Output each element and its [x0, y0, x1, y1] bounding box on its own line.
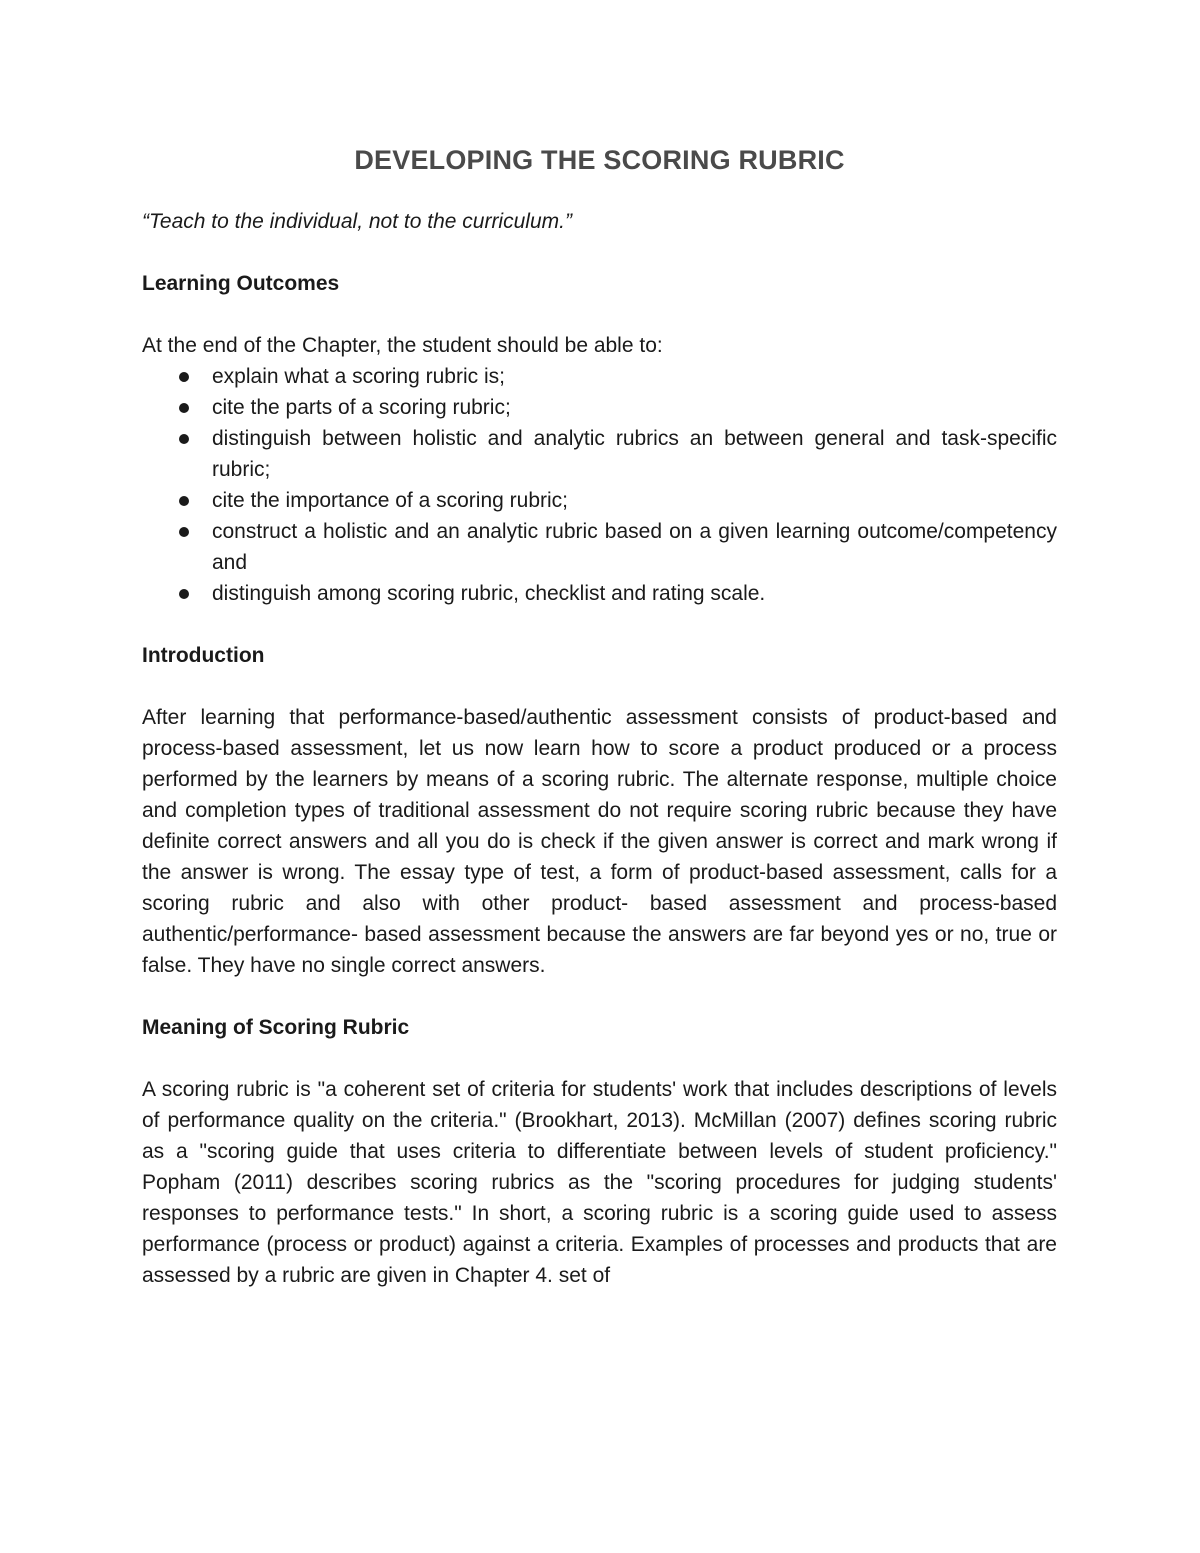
epigraph-quote: “Teach to the individual, not to the curriculum.” — [142, 210, 572, 233]
list-item-text: distinguish among scoring rubric, checklist and rating scale. — [212, 582, 766, 605]
list-item-text: distinguish between holistic and analytic rubrics an between general and task-specific rubric; — [212, 427, 1057, 481]
list-item — [142, 516, 1057, 578]
list-item-text: cite the importance of a scoring rubric; — [212, 489, 568, 512]
learning-outcomes-list — [142, 361, 1057, 609]
learning-outcomes-intro: At the end of the Chapter, the student should be able to: — [142, 334, 663, 357]
meaning-body: A scoring rubric is "a coherent set of criteria for students' work that includes descriptions of levels of performance quality on the criteria." (Brookhart, 2013). McMillan (2007) defines scoring rubric as a "scoring guide that uses criteria to differentiate between levels of student proficiency." Popham (2011) describes scoring rubrics as the "scoring procedures for judging students' responses to performance tests." In short, a scoring rubric is a scoring guide used to assess performance (process or product) against a criteria. Examples of processes and products that are assessed by a rubric are given in Chapter 4. set of — [142, 1078, 1057, 1287]
introduction-heading: Introduction — [142, 644, 265, 667]
list-item-text: construct a holistic and an analytic rubric based on a given learning outcome/competency and — [212, 520, 1057, 574]
list-item-text: explain what a scoring rubric is; — [212, 365, 505, 388]
bullet-icon — [179, 589, 189, 599]
learning-outcomes-heading: Learning Outcomes — [142, 272, 340, 295]
bullet-icon — [179, 372, 189, 382]
list-item-text: cite the parts of a scoring rubric; — [212, 396, 511, 419]
bullet-icon — [179, 496, 189, 506]
bullet-icon — [179, 403, 189, 413]
document-title: DEVELOPING THE SCORING RUBRIC — [354, 145, 845, 175]
meaning-heading: Meaning of Scoring Rubric — [142, 1016, 410, 1039]
bullet-icon — [179, 527, 189, 537]
list-item — [142, 361, 1057, 392]
bullet-icon — [179, 434, 189, 444]
document-page — [142, 140, 1057, 1291]
list-item — [142, 578, 1057, 609]
list-item — [142, 485, 1057, 516]
introduction-body: After learning that performance-based/authentic assessment consists of product-based and process-based assessment, let us now learn how to score a product produced or a process performed by the learners by means of a scoring rubric. The alternate response, multiple choice and completion types of traditional assessment do not require scoring rubric because they have definite correct answers and all you do is check if the given answer is correct and mark wrong if the answer is wrong. The essay type of test, a form of product-based assessment, calls for a scoring rubric and also with other product- based assessment and process-based authentic/performance- based assessment because the answers are far beyond yes or no, true or false. They have no single correct answers. — [142, 706, 1057, 977]
list-item — [142, 423, 1057, 485]
list-item — [142, 392, 1057, 423]
